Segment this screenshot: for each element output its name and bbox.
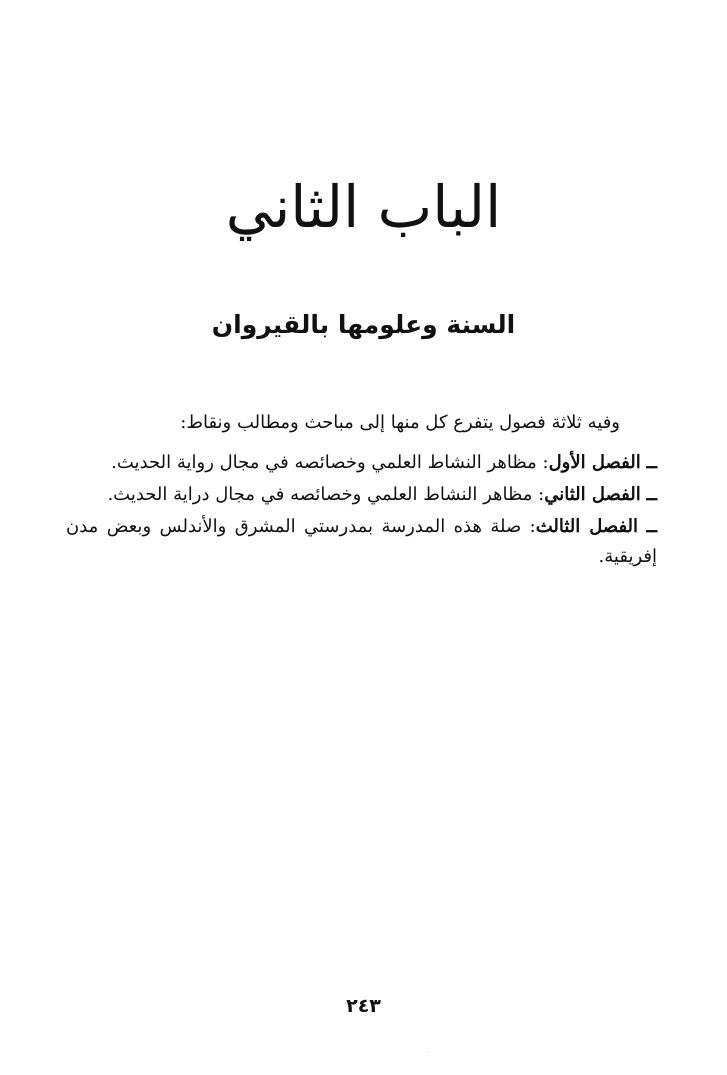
list-dash: ــ xyxy=(646,484,657,505)
intro-paragraph: وفيه ثلاثة فصول يتفرع كل منها إلى مباحث ومطالب ونقاط: xyxy=(180,412,620,433)
chapter-item-2 xyxy=(66,480,657,510)
part-title: الباب الثاني xyxy=(225,173,502,241)
chapter-label: الفصل الثالث xyxy=(535,516,639,537)
chapter-description: : مظاهر النشاط العلمي وخصائصه في مجال دراية الحديث. xyxy=(107,484,545,505)
part-subtitle: السنة وعلومها بالقيروان xyxy=(211,310,516,339)
list-dash: ــ xyxy=(646,516,657,537)
chapter-label: الفصل الأول xyxy=(548,452,641,473)
chapter-label: الفصل الثاني xyxy=(544,484,641,505)
chapter-list xyxy=(66,448,657,574)
chapter-item-3 xyxy=(66,512,657,572)
chapter-description: : صلة هذه المدرسة بمدرستي المشرق والأندلس وبعض مدن إفريقية. xyxy=(66,516,657,567)
page-number: ٢٤٣ xyxy=(346,995,381,1017)
scan-speck xyxy=(428,1052,429,1053)
chapter-description: : مظاهر النشاط العلمي وخصائصه في مجال رواية الحديث. xyxy=(111,452,549,473)
list-dash: ــ xyxy=(646,452,657,473)
chapter-item-1 xyxy=(66,448,657,478)
